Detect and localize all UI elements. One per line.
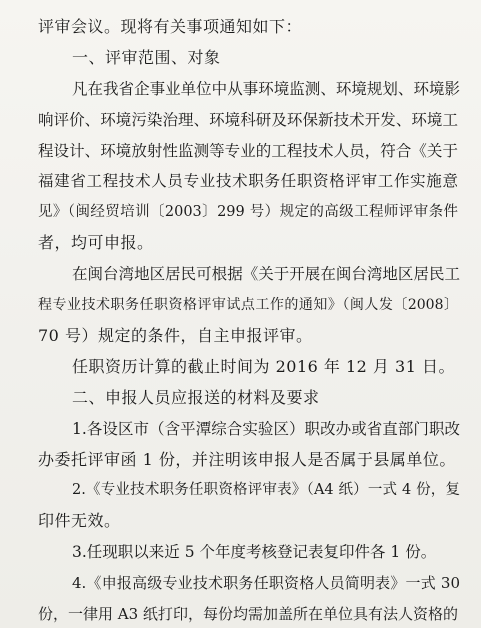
text-line-20: 份，一律用 A3 纸打印，每份均需加盖所在单位具有法人资格的 — [38, 605, 458, 623]
text-line-6: 福建省工程技术人员专业技术职务任职资格评审工作实施意 — [38, 172, 458, 190]
text-line-19: 4.《申报高级专业技术职务任职资格人员简明表》一式 30 — [72, 574, 460, 592]
text-line-15: 办委托评审函 1 份，并注明该申报人是否属于县属单位。 — [38, 450, 456, 469]
text-line-18: 3.任现职以来近 5 个年度考核登记表复印件各 1 份。 — [72, 543, 437, 561]
text-line-7: 见》（闽经贸培训〔2003〕299 号）规定的高级工程师评审条件 — [38, 204, 458, 220]
text-line-5: 程设计、环境放射性监测等专业的工程技术人员，符合《关于 — [38, 142, 458, 160]
text-line-17: 印件无效。 — [38, 511, 121, 530]
text-line-3: 凡在我省企事业单位中从事环境监测、环境规划、环境影 — [72, 80, 460, 98]
text-line-12: 任职资历计算的截止时间为 2016 年 12 月 31 日。 — [72, 357, 455, 376]
section-heading-1: 一、评审范围、对象 — [72, 48, 221, 67]
text-line-9: 在闽台湾地区居民可根据《关于开展在闽台湾地区居民工 — [72, 265, 460, 283]
text-line-1: 评审会议。现将有关事项通知如下： — [38, 17, 303, 36]
text-line-10: 程专业技术职务任职资格评审试点工作的通知》（闽人发〔2008〕 — [38, 297, 458, 313]
text-line-4: 响评价、环境污染治理、环境科研及环保新技术开发、环境工 — [38, 111, 458, 129]
section-heading-2: 二、申报人员应报送的材料及要求 — [72, 388, 320, 407]
text-line-16: 2.《专业技术职务任职资格评审表》（A4 纸）一式 4 份，复 — [72, 482, 460, 498]
text-line-14: 1.各设区市（含平潭综合实验区）职改办或省直部门职改 — [72, 420, 460, 438]
text-line-11: 70 号）规定的条件，自主申报评审。 — [38, 326, 313, 345]
text-line-8: 者，均可申报。 — [38, 233, 154, 252]
